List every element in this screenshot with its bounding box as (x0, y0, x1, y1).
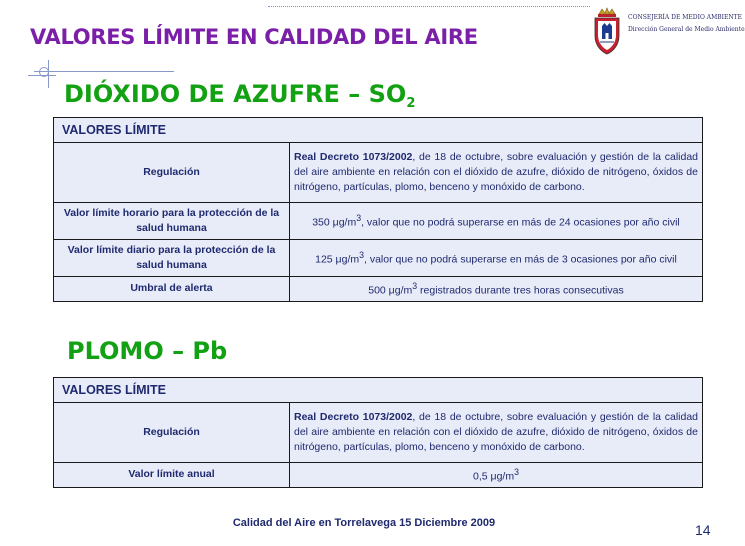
section-heading-text: PLOMO – Pb (67, 337, 228, 365)
logo-line-2: Dirección General de Medio Ambiente (628, 26, 745, 33)
slide-title: VALORES LÍMITE EN CALIDAD DEL AIRE (30, 25, 478, 49)
decorative-circle-icon (39, 67, 49, 77)
row-label: Valor límite horario para la protección de la salud humana (54, 203, 290, 240)
value-unit-exponent: 3 (412, 281, 418, 291)
regulation-label: Regulación (54, 143, 290, 203)
row-label: Valor límite anual (54, 463, 290, 488)
slide-footer: Calidad del Aire en Torrelavega 15 Diciembre 2009 (232, 517, 496, 529)
table-row (54, 277, 703, 302)
value-unit-exponent: 3 (514, 467, 519, 477)
section-heading-so2 (64, 80, 416, 111)
table-row (54, 143, 703, 203)
decorative-line (34, 71, 174, 72)
table-header: VALORES LÍMITE (54, 378, 703, 403)
top-dotted-rule (268, 6, 590, 7)
value-condition: , valor que no podrá superarse en más de 24 ocasiones por año civil (361, 216, 680, 229)
value-unit-exponent: 3 (356, 213, 362, 224)
table-row (54, 463, 703, 488)
lead-limits-table (53, 377, 703, 488)
decree-name: Real Decreto 1073/2002 (294, 151, 413, 163)
row-value (290, 240, 703, 277)
so2-limits-table (53, 117, 703, 302)
decree-description: , de 18 de octubre, sobre evaluación y gestión de la calidad del aire ambiente en relación con el dióxido de azufre, dióxido de nitrógeno, óxidos de nitrógeno, partículas, plomo, benceno y monóxido de carbono. (294, 411, 698, 453)
government-logo (592, 8, 745, 60)
logo-caption (628, 14, 745, 34)
value-amount: 350 μg/m (312, 216, 357, 229)
row-value (290, 203, 703, 240)
table-row (54, 403, 703, 463)
page-number: 14 (695, 522, 711, 538)
section-heading-subscript: 2 (406, 96, 416, 111)
section-heading-lead (67, 337, 227, 365)
value-amount: 500 μg/m (368, 284, 413, 297)
value-unit-exponent: 3 (359, 250, 364, 261)
row-value (290, 463, 703, 488)
logo-line-1: CONSEJERÍA DE MEDIO AMBIENTE (628, 14, 743, 21)
decree-name: Real Decreto 1073/2002 (294, 411, 413, 423)
value-condition: registrados durante tres horas consecutivas (417, 284, 624, 297)
regulation-text (290, 403, 703, 463)
table-row (54, 203, 703, 240)
value-amount: 125 μg/m (315, 253, 360, 266)
value-condition: , valor que no podrá superarse en más de 3 ocasiones por año civil (364, 253, 677, 266)
decree-description: , de 18 de octubre, sobre evaluación y gestión de la calidad del aire ambiente en relación con el dióxido de azufre, dióxido de nitrógeno, óxidos de nitrógeno, partículas, plomo, benceno y monóxido de carbono. (294, 151, 698, 193)
section-heading-text: DIÓXIDO DE AZUFRE – SO (64, 80, 407, 108)
value-amount: 0,5 μg/m (473, 470, 515, 483)
table-row (54, 240, 703, 277)
row-value (290, 277, 703, 302)
coat-of-arms-icon (592, 8, 622, 56)
row-label: Umbral de alerta (54, 277, 290, 302)
regulation-text (290, 143, 703, 203)
table-header: VALORES LÍMITE (54, 118, 703, 143)
row-label: Valor límite diario para la protección de la salud humana (54, 240, 290, 277)
regulation-label: Regulación (54, 403, 290, 463)
